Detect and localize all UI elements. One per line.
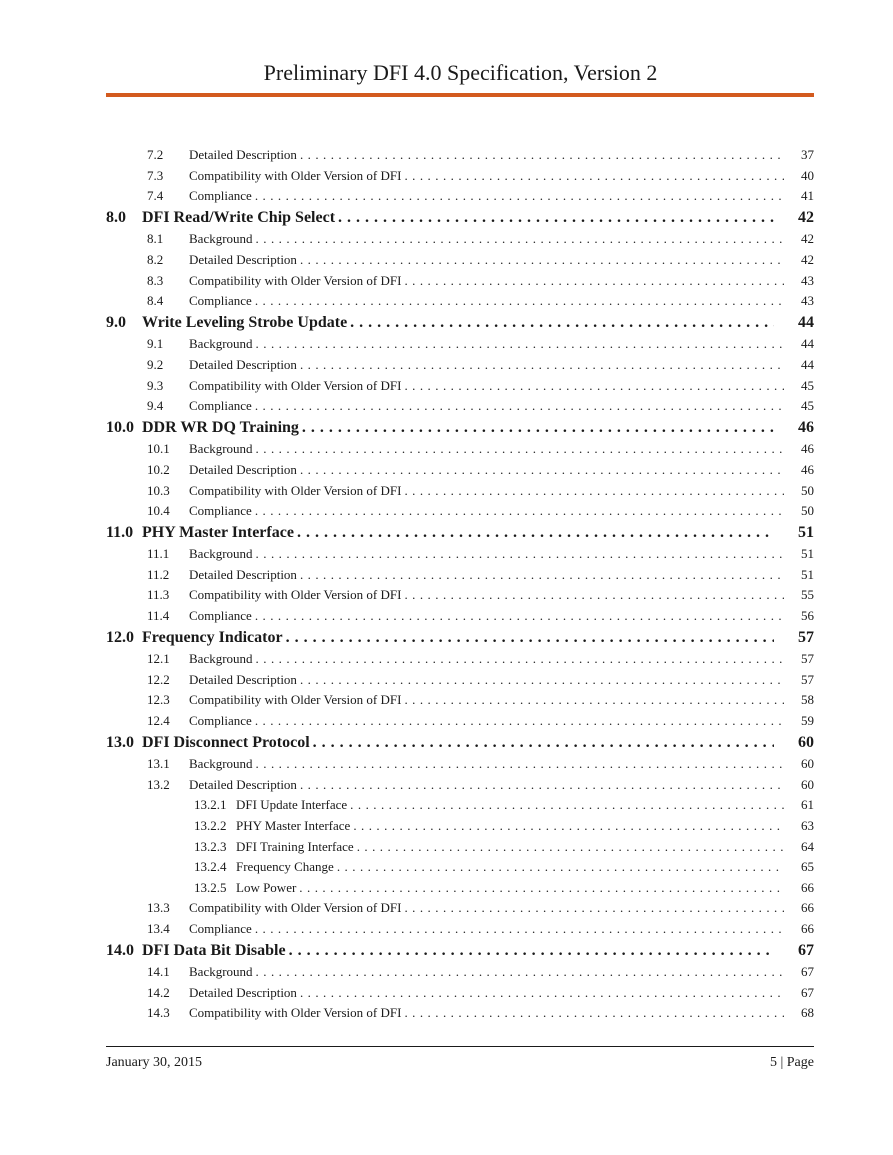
toc-entry-number: 8.3 [147,272,164,288]
toc-subsection-entry[interactable] [106,273,814,294]
toc-dot-leader [253,231,784,247]
toc-entry-number: 8.2 [147,251,164,267]
toc-subsection-entry[interactable] [106,608,814,629]
toc-dot-leader [252,188,784,204]
toc-dot-leader [297,672,784,688]
toc-entry-number: 8.0 [106,208,126,226]
toc-entry-number: 13.2.2 [194,818,227,833]
toc-entry-page: 37 [801,147,814,162]
toc-dot-leader [296,880,784,896]
toc-entry-title: Compliance [189,293,252,309]
toc-entry-page: 45 [801,398,814,414]
toc-dot-leader [401,378,784,394]
toc-dot-leader [297,567,784,583]
toc-subsection-entry[interactable] [106,398,814,419]
toc-section-entry[interactable] [106,942,814,965]
toc-subsection-entry[interactable] [106,692,814,713]
toc-dot-leader [253,336,784,352]
toc-entry-title: Frequency Indicator [142,628,283,646]
toc-entry-title: DFI Training Interface [236,838,354,854]
toc-dot-leader [401,692,784,708]
toc-entry-number: 13.0 [106,733,134,751]
toc-entry-page: 42 [801,251,814,267]
toc-entry-title: Compatibility with Older Version of DFI [189,1005,402,1021]
toc-entry-page: 42 [801,231,814,247]
page-header-title: Preliminary DFI 4.0 Specification, Version 2 [263,60,658,85]
toc-subsection-entry[interactable] [106,336,814,357]
toc-entry-number: 7.3 [147,167,164,183]
toc-entry-title: Detailed Description [189,671,297,687]
toc-dot-leader [310,734,774,752]
footer-date: January 30, 2015 [106,1055,203,1070]
toc-subsection-entry[interactable] [106,462,814,483]
toc-entry-title: Detailed Description [189,776,297,792]
toc-entry-page: 55 [801,587,814,603]
toc-subsection-entry[interactable] [106,357,814,378]
toc-dot-leader [401,483,784,499]
toc-entry-page: 41 [801,188,814,204]
toc-entry-page: 51 [801,546,814,562]
footer-rule [106,1046,814,1047]
toc-entry-page: 59 [801,713,814,729]
toc-subsection-entry[interactable] [106,777,814,798]
toc-subsection-entry[interactable] [106,441,814,462]
toc-dot-leader [253,964,784,980]
toc-dot-leader [297,985,784,1001]
toc-entry-page: 51 [798,523,814,541]
toc-entry-number: 14.0 [106,941,134,959]
toc-entry-number: 11.0 [106,523,134,541]
toc-entry-page: 43 [801,272,814,288]
toc-entry-number: 10.4 [147,503,170,519]
toc-section-entry[interactable] [106,524,814,547]
toc-dot-leader [286,942,774,960]
toc-dot-leader [252,713,784,729]
toc-entry-title: Write Leveling Strobe Update [142,313,348,331]
toc-subsection-entry[interactable] [106,168,814,189]
toc-entry-page: 67 [801,964,814,980]
toc-entry-number: 12.3 [147,692,170,708]
toc-dot-leader [299,419,774,437]
toc-section-entry[interactable] [106,314,814,337]
toc-entry-number: 10.3 [147,482,170,498]
toc-subsection-entry[interactable] [106,503,814,524]
toc-entry-page: 58 [801,692,814,708]
toc-entry-number: 9.4 [147,398,164,414]
toc-entry-title: Compliance [189,188,252,204]
toc-subsection-entry[interactable] [106,921,814,942]
toc-entry-page: 66 [801,879,814,895]
toc-subsection-entry[interactable] [106,672,814,693]
toc-dot-leader [401,1005,784,1021]
toc-entry-title: Detailed Description [189,566,297,582]
toc-subsection-entry[interactable] [106,756,814,777]
toc-entry-number: 10.1 [147,441,170,457]
toc-dot-leader [253,651,784,667]
toc-entry-title: DFI Data Bit Disable [142,941,286,959]
toc-dot-leader [252,503,784,519]
toc-subsection-entry[interactable] [106,587,814,608]
toc-subsection-entry[interactable] [106,567,814,588]
toc-entry-number: 11.3 [147,587,170,603]
toc-dot-leader [401,168,784,184]
toc-entry-number: 13.2 [147,776,170,792]
toc-subsubsection-entry[interactable] [106,859,814,880]
toc-entry-title: Compliance [189,920,252,936]
toc-entry-page: 50 [801,503,814,519]
toc-section-entry[interactable] [106,629,814,652]
toc-entry-page: 61 [801,797,814,813]
toc-entry-title: Background [189,964,253,980]
toc-entry-page: 43 [801,293,814,309]
toc-entry-title: Frequency Change [236,859,334,875]
toc-subsection-entry[interactable] [106,231,814,252]
toc-entry-page: 44 [801,336,814,352]
toc-subsection-entry[interactable] [106,900,814,921]
toc-dot-leader [252,398,784,414]
toc-entry-page: 50 [801,482,814,498]
toc-entry-title: DFI Disconnect Protocol [142,733,310,751]
toc-entry-page: 46 [801,461,814,477]
toc-entry-number: 9.1 [147,336,164,352]
toc-entry-page: 57 [801,651,814,667]
toc-entry-title: DDR WR DQ Training [142,418,299,436]
toc-entry-title: PHY Master Interface [142,523,294,541]
footer-page-number: 5 | Page [769,1055,814,1070]
toc-entry-title: Compatibility with Older Version of DFI [189,167,402,183]
toc-entry-number: 14.2 [147,984,170,1000]
toc-entry-page: 56 [801,608,814,624]
toc-entry-number: 8.1 [147,231,164,247]
toc-section-entry[interactable] [106,734,814,757]
toc-dot-leader [347,314,774,332]
toc-subsection-entry[interactable] [106,1005,814,1026]
toc-entry-title: Compliance [189,608,252,624]
toc-dot-leader [354,839,784,855]
toc-entry-number: 14.3 [147,1005,170,1021]
toc-entry-page: 51 [801,566,814,582]
toc-entry-number: 12.0 [106,628,134,646]
toc-entry-title: Background [189,546,253,562]
toc-entry-title: Background [189,336,253,352]
toc-entry-title: Compatibility with Older Version of DFI [189,272,402,288]
toc-entry-page: 66 [801,900,814,916]
toc-dot-leader [252,293,784,309]
toc-entry-number: 13.2.4 [194,859,227,875]
toc-dot-leader [401,587,784,603]
toc-dot-leader [294,524,774,542]
toc-entry-number: 7.4 [147,188,164,204]
toc-subsection-entry[interactable] [106,188,814,209]
toc-dot-leader [401,900,784,916]
toc-entry-title: Compatibility with Older Version of DFI [189,377,402,393]
toc-section-entry[interactable] [106,419,814,442]
toc-subsection-entry[interactable] [106,713,814,734]
toc-entry-number: 12.4 [147,713,170,729]
toc-entry-number: 13.4 [147,920,170,936]
toc-entry-number: 14.1 [147,964,170,980]
toc-section-entry[interactable] [106,209,814,232]
toc-entry-title: Compliance [189,713,252,729]
toc-subsection-entry[interactable] [106,252,814,273]
toc-dot-leader [252,608,784,624]
toc-entry-number: 11.2 [147,566,170,582]
toc-subsubsection-entry[interactable] [106,818,814,839]
toc-entry-page: 46 [801,441,814,457]
toc-entry-title: Background [189,231,253,247]
toc-entry-number: 13.1 [147,756,170,772]
toc-dot-leader [347,797,784,813]
toc-entry-title: Compatibility with Older Version of DFI [189,692,402,708]
toc-entry-title: Compatibility with Older Version of DFI [189,482,402,498]
toc-entry-title: Background [189,756,253,772]
toc-entry-number: 12.2 [147,671,170,687]
toc-entry-title: Background [189,441,253,457]
toc-entry-title: Detailed Description [189,461,297,477]
toc-entry-page: 60 [798,733,814,751]
toc-entry-title: DFI Read/Write Chip Select [142,208,336,226]
toc-dot-leader [253,756,784,772]
toc-entry-number: 9.0 [106,313,126,331]
toc-entry-number: 11.1 [147,546,170,562]
toc-entry-number: 12.1 [147,651,170,667]
toc-entry-page: 66 [801,920,814,936]
toc-dot-leader [297,252,784,268]
toc-dot-leader [297,147,784,163]
toc-entry-page: 40 [801,167,814,183]
toc-dot-leader [253,546,784,562]
toc-dot-leader [297,777,784,793]
toc-entry-page: 45 [801,377,814,393]
toc-entry-page: 46 [798,418,814,436]
toc-entry-title: Compatibility with Older Version of DFI [189,587,402,603]
toc-entry-page: 57 [801,671,814,687]
toc-subsection-entry[interactable] [106,546,814,567]
toc-entry-number: 7.2 [147,147,164,162]
toc-entry-page: 68 [801,1005,814,1021]
toc-entry-page: 64 [801,838,814,854]
toc-subsection-entry[interactable] [106,378,814,399]
toc-entry-title: Compatibility with Older Version of DFI [189,900,402,916]
toc-entry-title: Low Power [236,879,297,895]
toc-entry-title: Detailed Description [189,251,297,267]
toc-entry-number: 8.4 [147,293,164,309]
toc-subsection-entry[interactable] [106,985,814,1006]
toc-entry-title: Background [189,651,253,667]
toc-entry-number: 10.0 [106,418,134,436]
toc-subsubsection-entry[interactable] [106,797,814,818]
toc-entry-page: 67 [801,984,814,1000]
toc-subsection-entry[interactable] [106,651,814,672]
toc-dot-leader [283,629,774,647]
toc-subsubsection-entry[interactable] [106,839,814,860]
toc-entry-number: 10.2 [147,461,170,477]
header-rule [106,93,814,97]
toc-entry-page: 60 [801,776,814,792]
toc-dot-leader [297,462,784,478]
toc-subsection-entry[interactable] [106,147,814,168]
toc-entry-number: 13.2.3 [194,838,227,854]
toc-entry-page: 63 [801,818,814,833]
toc-dot-leader [335,209,774,227]
toc-entry-title: DFI Update Interface [236,797,348,813]
toc-subsection-entry[interactable] [106,293,814,314]
toc-entry-title: PHY Master Interface [236,818,351,833]
toc-entry-title: Compliance [189,503,252,519]
toc-entry-title: Detailed Description [189,147,297,162]
toc-entry-number: 9.2 [147,356,164,372]
toc-dot-leader [252,921,784,937]
toc-entry-number: 9.3 [147,377,164,393]
toc-entry-page: 65 [801,859,814,875]
toc-entry-page: 67 [798,941,814,959]
toc-dot-leader [253,441,784,457]
toc-entry-page: 57 [798,628,814,646]
toc-entry-page: 60 [801,756,814,772]
toc-dot-leader [350,818,784,834]
toc-entry-page: 44 [801,356,814,372]
toc-entry-page: 44 [798,313,814,331]
toc-entry-number: 11.4 [147,608,170,624]
toc-subsection-entry[interactable] [106,964,814,985]
toc-subsection-entry[interactable] [106,483,814,504]
toc-entry-number: 13.3 [147,900,170,916]
toc-dot-leader [401,273,784,289]
toc-entry-title: Detailed Description [189,356,297,372]
toc-dot-leader [297,357,784,373]
toc-entry-title: Detailed Description [189,984,297,1000]
table-of-contents [106,147,814,1026]
toc-entry-title: Compliance [189,398,252,414]
toc-subsubsection-entry[interactable] [106,880,814,901]
toc-dot-leader [334,859,784,875]
toc-entry-page: 42 [798,208,814,226]
toc-entry-number: 13.2.1 [194,797,227,813]
toc-entry-number: 13.2.5 [194,879,227,895]
